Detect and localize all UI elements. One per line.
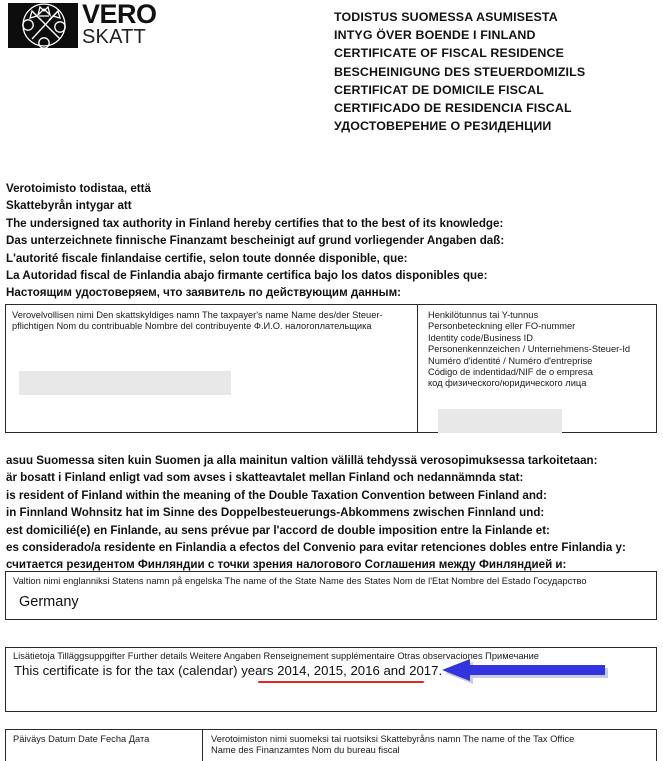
date-label: Päiväys Datum Date Fecha Дата: [13, 734, 150, 744]
further-details-value: This certificate is for the tax (calendar) years 2014, 2015, 2016 and 2017.: [14, 663, 443, 678]
taxpayer-name-label-line-2: pflichtigen Nom du contribuable Nombre del contribuyente Ф.И.О. налогоплательщика: [12, 321, 372, 332]
certification-line-de: Das unterzeichnete finnische Finanzamt bescheinigt auf grund vorliegender Angaben daß:: [6, 234, 505, 248]
identity-code-label-es: Código de indentidad/NIF de o empresa: [428, 367, 593, 378]
state-name-value: Germany: [19, 594, 79, 610]
identity-code-label-ru: код физического/юридического лица: [428, 378, 587, 389]
document-title-de: BESCHEINIGUNG DES STEUERDOMIZILS: [334, 64, 586, 79]
residence-line-es: es considerado/a residente en Finlandia a efectos del Convenio para evitar retenciones dobles entre Finlandia y:: [6, 541, 626, 555]
tax-office-label-line-1: Verotoimiston nimi suomeksi tai ruotsiksi Skattebyråns namn The name of the Tax Office: [211, 734, 575, 744]
signature-footer-table: [5, 729, 657, 761]
residence-line-fi: asuu Suomessa siten kuin Suomen ja alla mainitun valtion välillä tehdyssä verosopimuksessa tarkoitetaan:: [6, 454, 598, 467]
identity-code-redaction: [438, 409, 562, 433]
residence-statement: [6, 452, 661, 574]
tax-office-cell: [203, 730, 656, 761]
logo-vero-text: VERO: [82, 0, 157, 29]
residence-line-sv: är bosatt i Finland enligt vad som avses i skatteavtalet mellan Finland och nedannämnda stat:: [6, 471, 524, 485]
document-title-es: CERTIFICADO DE RESIDENCIA FISCAL: [334, 101, 572, 116]
residence-line-fr: est domicilié(e) en Finlande, au sens prévue par l'accord de double imposition entre la Finlande et:: [6, 523, 550, 537]
identity-code-label-sv: Personbeteckning eller FO-nummer: [428, 321, 576, 332]
state-name-box: [5, 571, 657, 620]
vero-skatt-logo-emblem: [8, 3, 78, 48]
red-underline-annotation: [258, 681, 424, 683]
certification-line-en: The undersigned tax authority in Finland hereby certifies that to the best of its knowledge:: [6, 216, 504, 230]
document-title-sv: INTYG ÖVER BOENDE I FINLAND: [334, 28, 536, 43]
taxpayer-name-redaction: [19, 371, 231, 395]
document-title-ru: УДОСТОВЕРЕНИЕ О РЕЗИДЕНЦИИ: [334, 119, 552, 134]
identity-code-label-de: Personenkennzeichen / Unternehmens-Steuer-Id: [428, 344, 631, 355]
vero-skatt-wordmark: [82, 1, 172, 51]
certification-line-sv: Skattebyrån intygar att: [6, 199, 132, 213]
residence-line-ru: считается резидентом Финляндии с точки зрения налогового Соглашения между Финляндией и:: [6, 558, 567, 572]
residence-line-en: is resident of Finland within the meaning of the Double Taxation Convention between Finland and:: [6, 488, 547, 502]
document-title-fr: CERTIFICAT DE DOMICILE FISCAL: [334, 82, 544, 97]
tax-office-label-line-2: Name des Finanzamtes Nom du bureau fiscal: [211, 745, 400, 756]
taxpayer-name-label-line-1: Verovelvollisen nimi Den skattskyldiges namn The taxpayer's name Name des/der Steuer-: [12, 310, 383, 320]
certification-line-es: La Autoridad fiscal de Finlandia abajo firmante certifica bajo los datos disponibles que:: [6, 269, 488, 283]
certification-statement: [6, 180, 656, 302]
identity-code-label-fi: Henkilötunnus tai Y-tunnus: [428, 310, 539, 320]
identity-code-cell: [418, 305, 656, 432]
date-cell: [6, 730, 202, 761]
document-title-fi: TODISTUS SUOMESSA ASUMISESTA: [334, 10, 558, 24]
logo-skatt-text: SKATT: [82, 26, 146, 48]
identity-code-label-fr: Numéro d'identité / Numéro d'entreprise: [428, 355, 593, 366]
blue-arrow-annotation: [442, 659, 614, 689]
certification-line-fr: L'autorité fiscale finlandaise certifie, selon toute donnée disponible, que:: [6, 251, 408, 265]
further-details-label: Lisätietoja Tilläggsuppgifter Further details Weitere Angaben Renseignement supplémentaire Otras observaciones Примечание: [13, 651, 539, 661]
taxpayer-name-cell: [6, 305, 417, 432]
certification-line-ru: Настоящим удостоверяем, что заявитель по действующим данным:: [6, 286, 402, 300]
certification-line-fi: Verotoimisto todistaa, että: [6, 182, 151, 195]
taxpayer-identity-table: [5, 304, 657, 433]
document-title-block: [334, 8, 654, 135]
document-title-en: CERTIFICATE OF FISCAL RESIDENCE: [334, 46, 564, 61]
state-name-label: Valtion nimi englanniksi Statens namn på engelska The name of the State Name des States Nom de l'Etat Nombre del Estado Государство: [13, 576, 587, 586]
identity-code-label-en: Identity code/Business ID: [428, 332, 533, 343]
residence-line-de: in Finnland Wohnsitz hat im Sinne des Doppelbesteuerungs-Abkommens zwischen Finnland und:: [6, 506, 545, 520]
